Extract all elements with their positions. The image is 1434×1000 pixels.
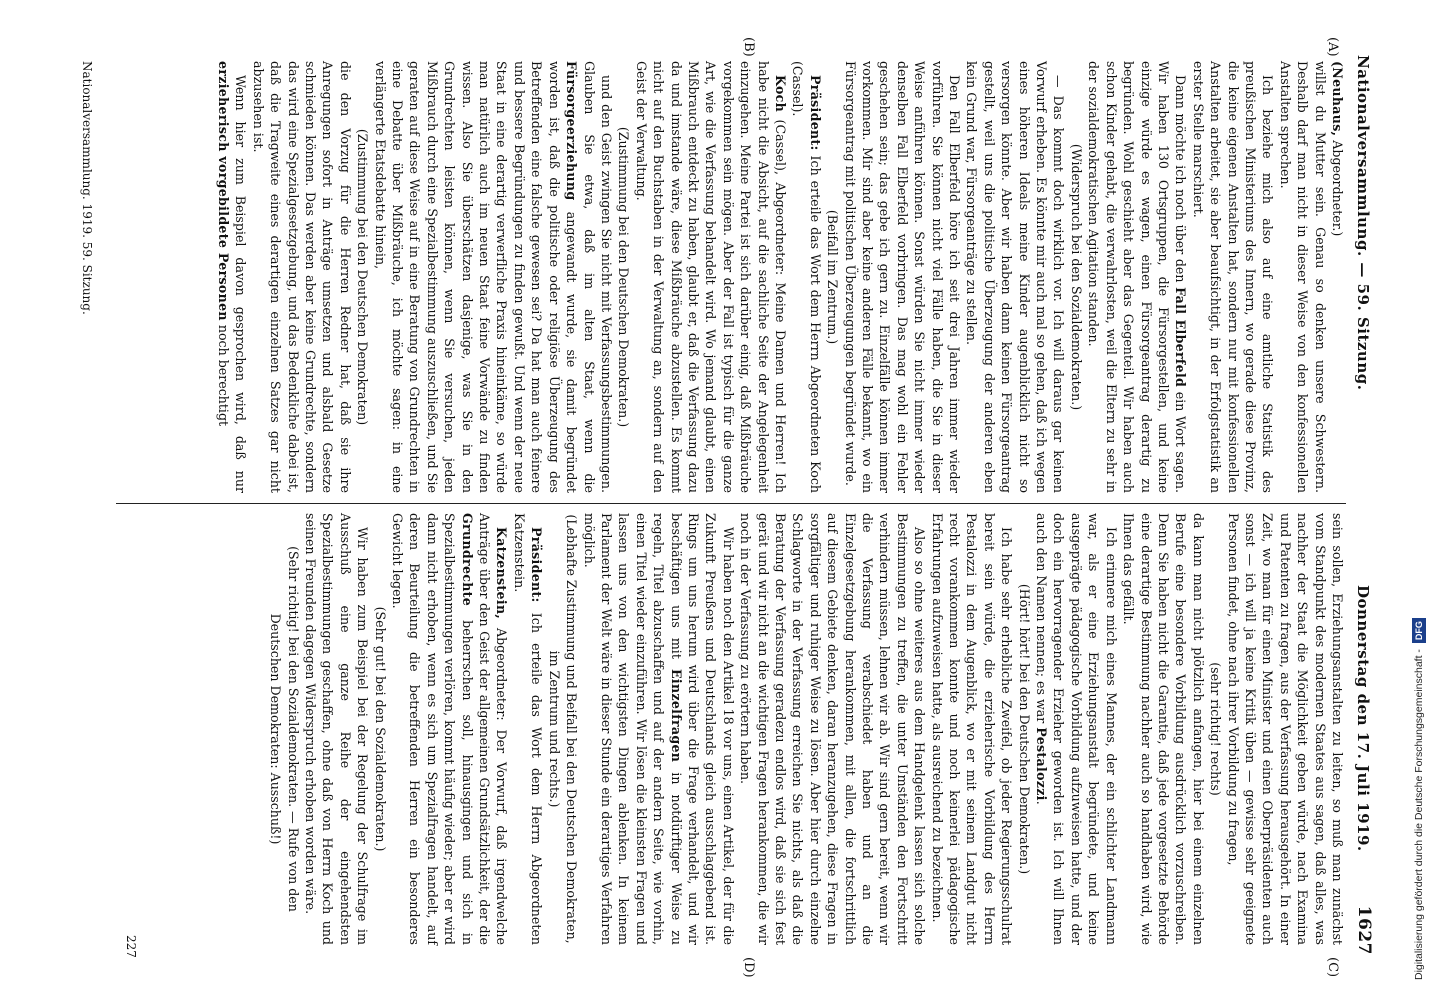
paragraph-text: in notdürftiger Weise zu regeln, Titel abzuschaffen und auf der andern Seite, wie vorhin, einen Titel wieder einzuführen. Wir lösen die kleinsten Fragen und lassen uns von den wichtigsten Dingen ablenken. In keinem Parlament der Welt wäre in dieser Stunde ein derartiges Verfahren möglich. [581, 513, 684, 945]
page-number: 1627 [1354, 905, 1374, 955]
paragraph-text: (Beifall im Zentrum.) [825, 209, 841, 345]
emphasized-term: Grundrechte [459, 513, 475, 607]
header-left: Nationalversammlung. — 59. Sitzung. [1354, 55, 1372, 391]
paragraph [511, 513, 546, 945]
paragraph [1120, 513, 1207, 945]
paragraph-text: da kann man nicht plötzlich anfangen, hier bei einem einzelnen Berufe eine besondere Vorbildung ausdrücklich vorzuschreiben. Denn Sie haben nicht die Garantie, daß jede vorgesetzte Behörde eine derartige Bestimmung nachher auch so handhaben wird, wie Ihnen das gefällt. [1121, 513, 1206, 945]
paragraph-text: (Cassel), Abgeordneter: Meine Damen und Herren! Ich habe nicht die Absicht, auf die sachliche Seite der Angelegenheit einzugehen. Meine Partei ist sich darüber einig, daß Mißbräuche vorgekommen sein mögen. Aber der Fall ist typisch für die ganze Art, wie die Verfassung behandelt wird. Wo jemand glaubt, einen Mißbrauch entdeckt zu haben, glaubt er, daß die Verfassung dazu da und imstande wäre, diese Mißbräuche abzustellen. Es kommt nicht auf den Buchstaben in der Verwaltung an, sondern auf den Geist der Verwaltung. [633, 61, 788, 493]
dfg-logo: DFG [1412, 618, 1426, 643]
interjection [267, 513, 302, 945]
margin-letter-a: (A) [1325, 37, 1340, 57]
interjection [1068, 61, 1085, 493]
paragraph [371, 61, 615, 493]
paragraph-text: (Widerspruch bei den Sozialdemokraten.) [1068, 143, 1084, 411]
paragraph [1033, 513, 1120, 945]
paragraph [389, 513, 511, 945]
paragraph-text: (Sehr richtig! bei den Sozialdemokraten. — Rufe von den Deutschen Demokraten: Ausschuß!) [268, 546, 301, 912]
paragraph [841, 61, 963, 493]
paragraph [1224, 513, 1346, 945]
paragraph-text: (sehr richtig! rechts) [1208, 662, 1224, 796]
footer-page-signature: 227 [124, 935, 138, 958]
paragraph [789, 61, 824, 493]
paragraph-text: Ich erteile das Wort dem Herrn Abgeordneten Katzenstein. [511, 513, 545, 945]
interjection [545, 513, 580, 945]
paragraph [1329, 61, 1346, 493]
paragraph-text: beherrschen soll, hinausgingen und sich in Spezialbestimmungen verlören, kommt häufig wieder; aber er wird dann nicht erhoben, wenn es sich um Spezialfragen handelt, auf deren Beurteilung die betreffenden Herren ein besonderes Gewicht legen. [390, 513, 475, 945]
paragraph-text: Ich erteile das Wort dem Herrn Abgeordneten Koch (Cassel). [790, 61, 823, 493]
speaker-name: Koch [773, 75, 788, 113]
emphasized-term: Fall Elberfeld [1173, 287, 1189, 388]
paragraph-text: Ich habe sehr erhebliche Zweifel, ob jeder Regierungsschulrat bereit sein würde, die erzieherische Vorbildung des Herrn Pestalozzi in dem Augenblick, wo er mit seinem Landgut nicht recht vorankommen konnte und noch keinerlei pädagogische Erfahrungen aufzuweisen hatte, als ausreichend zu bezeichnen. [929, 513, 1015, 945]
paragraph-text: Also so ohne weiteres aus dem Handgelenk lassen sich solche Bestimmungen zu treffen, die unter Umständen den Fortschritt verhindern müssen, lehnen wir ab. Wir sind gern bereit, wenn wir die Verfassung verabschiedet haben und an die Einzelgesetzgebung herankommen, mit allen, die fortschrittlich auf diesem Gebiete denken, daran heranzugehen, diese Fragen in sorgfältiger und ruhiger Weise zu lösen. Aber hier durch einzelne Schlagworte in der Verfassung erreichen Sie nichts, als daß die Beratung der Verfassung geradezu endlos wird, daß sie sich fest gerät und wir nicht an die wichtigen Fragen herankommen, die wir noch in der Verfassung zu erörtern haben. [738, 513, 928, 945]
document-sheet [66, 37, 1376, 978]
left-column [215, 61, 1346, 493]
emphasized-term: Pestalozzi [1034, 727, 1050, 801]
paragraph-text: (Zustimmung bei den Deutschen Demokraten) [355, 128, 371, 426]
paragraph-text: die den Vorzug für die Herren Redner hat, daß sie ihre Anregungen sofort in Anträge umsetzen und alsbald Gesetze schmieden können. Das werden aber keine Grundrechte, sondern das wird eine Spezialgesetzgebung, und das Bedenkliche dabei ist, daß die Tragweite eines derartigen einzelnen Satzes gar nicht abzusehen ist. [250, 61, 353, 493]
interjection [824, 61, 841, 493]
paragraph [1276, 61, 1328, 493]
paragraph-text: willst du Mutter sein. Genau so denken unsere Schwestern. Deshalb darf man nicht in dieser Weise von den konfessionellen Anstalten sprechen. [1277, 61, 1328, 493]
emphasized-term: Einzelfragen [668, 668, 684, 763]
interjection [354, 61, 371, 493]
paragraph [928, 513, 1015, 945]
interjection [1015, 513, 1032, 945]
paragraph-text: Dann möchte ich noch über den [1173, 75, 1189, 288]
paragraph [302, 513, 372, 945]
paragraph-text: Wir haben zum Beispiel bei der Regelung der Schulfrage im Ausschuß eine ganze Reihe der eingehendsten Spezialbestimmungen geschaffen, ohne daß von Herrn Koch und seinen Freunden dagegen Widerspruch erhoben worden wäre. [303, 513, 371, 945]
digitization-sidebar [1410, 6, 1428, 994]
paragraph-text: (Sehr gut! bei den Sozialdemokraten.) [372, 606, 388, 852]
column-divider [116, 503, 1346, 504]
sidebar-credit [1410, 0, 1428, 994]
paragraph-text: noch berechtigt [216, 320, 231, 427]
paragraph-text: — Das kommt doch wirklich vor. Ich will daraus gar keinen Vorwurf erheben. Es könnte mir auch mal so gehen, daß ich wegen eines höheren Ideals meine Kinder augenblicklich nicht so versorgen könnte. Aber wir haben dann keinen Fürsorgeantrag gestellt, weil uns die politische Überzeugung der anderen eben kein Grund war, Fürsorgeanträge zu stellen. [964, 61, 1067, 493]
footer-left: Nationalversammlung. 1919. 59. Sitzung. [80, 61, 94, 315]
paragraph [632, 61, 789, 493]
page-header [1350, 55, 1376, 955]
emphasized-term: erzieherisch vorgebildete Personen [216, 61, 231, 321]
paragraph [1189, 61, 1276, 493]
paragraph-text: Wenn hier zum Beispiel davon gesprochen wird, daß nur [233, 75, 249, 493]
paragraph-text: sein sollen, Erziehungsanstalten zu leiten, so muß man zunächst vom Standpunkt des modernen Staates aus sagen, daß alles, was nachher der Staat die Möglichkeit geben würde, nach Examina und Patenten zu fragen, aus der Verfassung herausgehört. In einer Zeit, wo man für einen Minister und einen Oberpräsidenten auch sonst — ich will ja keine Kritik üben — gewisse sehr geeignete Personen findet, ohne nach ihrer Vorbildung zu fragen, [1225, 513, 1345, 945]
speaker-role: Abgeordneter.) [1330, 136, 1345, 237]
paragraph-text: und den Geist zwingen Sie nicht mit Verfassungsbestimmungen. Glauben Sie etwa, daß im alten Staat, wenn die [581, 61, 614, 493]
emphasized-term: Fürsorgeerziehung [564, 61, 580, 201]
sidebar-credit-text: Digitalisierung gefördert durch die Deutsche Forschungsgemeinschaft - [1413, 649, 1425, 980]
paragraph-text: ein Wort sagen. Wir haben 130 Ortsgruppen, die Fürsorgestellen, und keine einzige würde es wagen, einen Fürsorgeantrag derartig zu begründen. Wohl geschieht aber das Gegenteil. Wir haben auch schon Kinder gehabt, die verwahrlosten, weil die Eltern zu sehr in der sozialdemokratischen Agitation standen. [1086, 61, 1189, 493]
paragraph-text: (Lebhafte Zustimmung und Beifall bei den Deutschen Demokraten, im Zentrum und rechts.) [546, 514, 580, 944]
paragraph-text: angewandt wurde, sie damit begründet worden ist, daß die politische oder religiöse Überzeugung des Betreffenden eine falsche gewesen sei? Da hat man auch feinere und bessere Begründungen zu finden gewußt. Und wenn der neue Staat in eine derartig verwerfliche Praxis hineinkäme, so würde man natürlich auch im neuen Staat feine Vorwände zu finden wissen. Also Sie überschätzen dasjenige, was Sie in den Grundrechten leisten können, wenn Sie versuchen, jeden Mißbrauch durch eine Spezialbestimmung auszuschließen, und Sie geraten auf diese Weise auf in eine Beratung von Grundrechten in eine Debatte über Mißbräuche, ich möchte sagen: in eine verlängerte Etatsdebatte hinein, [372, 61, 580, 493]
paragraph [249, 61, 353, 493]
paragraph-text: Ich beziehe mich also auf eine amtliche Statistik des preußischen Ministeriums des Innern, wo gerade diese Provinz, die keine eigenen Anstalten hat, sondern nur mit konfessionellen Anstalten arbeitet, sie aber beaufsichtigt, in der Erfolgstatistik an erster Stelle marschiert. [1190, 61, 1276, 493]
interjection [615, 61, 632, 493]
paragraph-text: (Zustimmung bei den Deutschen Demokraten.) [616, 126, 632, 428]
speaker-name: Präsident: [807, 75, 823, 151]
interjection [1207, 513, 1224, 945]
paragraph-text: . [1034, 800, 1050, 805]
paragraph-text: (Hört! hört! bei den Deutschen Demokraten.) [1016, 583, 1032, 875]
margin-letter-c: (C) [1325, 957, 1340, 978]
paragraph [963, 61, 1067, 493]
paragraph [215, 61, 250, 493]
margin-letter-d: (D) [741, 957, 756, 978]
paragraph [737, 513, 928, 945]
paragraph-text: Den Fall Elberfeld höre ich seit drei Jahren immer wieder vorführen. Sie können nicht viel Fälle haben, die Sie in dieser Weise anführen können. Sonst würden Sie nicht immer wieder denselben Fall Elberfeld vorbringen. Das mag wohl ein Fehler geschehen sein; das gebe ich gern zu. Einzelfälle können immer vorkommen. Mir sind aber keine anderen Fälle bekannt, wo ein Fürsorgeantrag mit politischen Überzeugungen begründet wurde. [842, 61, 963, 493]
paragraph [1085, 61, 1189, 493]
paragraph-text: Abgeordneter: Der Vorwurf, daß irgendwelche Anträge über den Geist der allgemeinen Grundsätzlichkeit, der die [477, 513, 510, 945]
interjection [371, 513, 388, 945]
margin-letter-b: (B) [741, 37, 756, 57]
paragraph-text: Wir haben noch den Artikel 18 vor uns, einen Artikel, der für die Zukunft Preußens und Deutschlands gleich ausschlaggebend ist. Rings um uns herum wird über die Frage verhandelt, und wir beschäftigen uns mit [668, 513, 736, 945]
paragraph [580, 513, 737, 945]
right-column [267, 513, 1346, 945]
speaker-name: Präsident: [529, 527, 545, 603]
header-date: Donnerstag den 17. Juli 1919. [1354, 585, 1372, 852]
paragraph-text: Ich erinnere mich eines Mannes, der ein schlichter Landmann war, als er eine Erziehungsanstalt begründete, und keine ausgeprägte pädagogische Vorbildung aufzuweisen hatte, und der doch ein hervorragender Erzieher geworden ist. Ich will Ihnen auch den Namen nennen; es war [1034, 513, 1119, 945]
speaker-name: Katzenstein, [494, 527, 510, 620]
speaker-name: (Neuhaus, [1330, 61, 1345, 137]
